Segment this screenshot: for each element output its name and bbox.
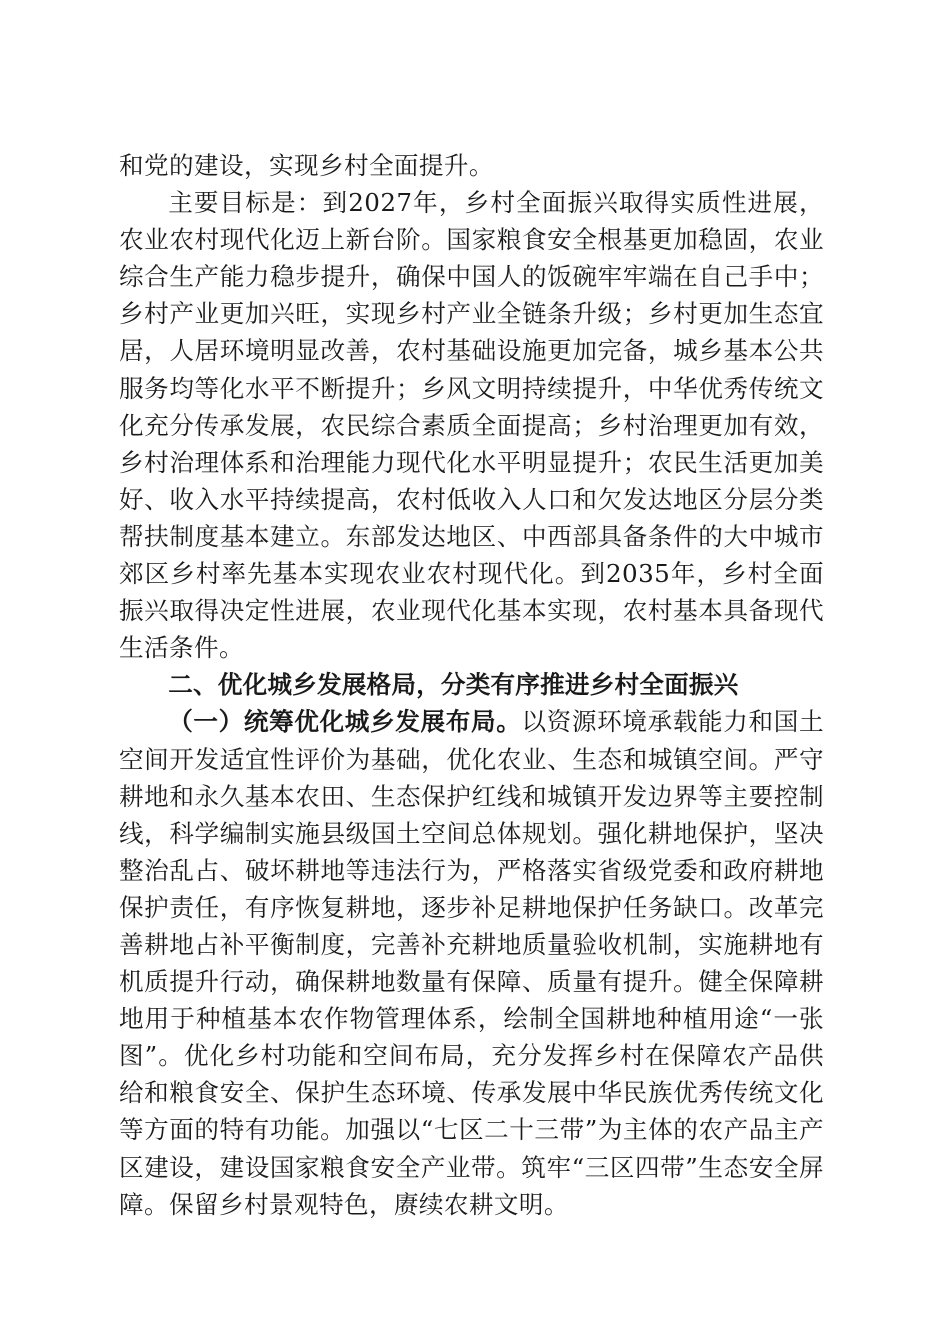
subsection-lead: （一）统筹优化城乡发展布局。 — [168, 707, 522, 737]
document-body — [119, 147, 824, 1223]
subsection-body: 以资源环境承载能力和国土空间开发适宜性评价为基础，优化农业、生态和城镇空间。严守耕地和永久基本农田、生态保护红线和城镇开发边界等主要控制线，科学编制实施县级国土空间总体规划。强化耕地保护，坚决整治乱占、破坏耕地等违法行为，严格落实省级党委和政府耕地保护责任，有序恢复耕地，逐步补足耕地保护任务缺口。改革完善耕地占补平衡制度，完善补充耕地质量验收机制，实施耕地有机质提升行动，确保耕地数量有保障、质量有提升。健全保障耕地用于种植基本农作物管理体系，绘制全国耕地种植用途“一张图”。优化乡村功能和空间布局，充分发挥乡村在保障农产品供给和粮食安全、保护生态环境、传承发展中华民族优秀传统文化等方面的特有功能。加强以“七区二十三带”为主体的农产品主产区建设，建设国家粮食安全产业带。筑牢“三区四带”生态安全屏障。保留乡村景观特色，赓续农耕文明。 — [119, 707, 824, 1219]
paragraph-main-goals: 主要目标是：到2027年，乡村全面振兴取得实质性进展，农业农村现代化迈上新台阶。国家粮食安全根基更加稳固，农业综合生产能力稳步提升，确保中国人的饭碗牢牢端在自己手中；乡村产业更加兴旺，实现乡村产业全链条升级；乡村更加生态宜居，人居环境明显改善，农村基础设施更加完备，城乡基本公共服务均等化水平不断提升；乡风文明持续提升，中华优秀传统文化充分传承发展，农民综合素质全面提高；乡村治理更加有效，乡村治理体系和治理能力现代化水平明显提升；农民生活更加美好、收入水平持续提高，农村低收入人口和欠发达地区分层分类帮扶制度基本建立。东部发达地区、中西部具备条件的大中城市郊区乡村率先基本实现农业农村现代化。到2035年，乡村全面振兴取得决定性进展，农业现代化基本实现，农村基本具备现代生活条件。 — [119, 188, 824, 663]
paragraph-continuation: 和党的建设，实现乡村全面提升。 — [119, 151, 494, 180]
section-heading: 二、优化城乡发展格局，分类有序推进乡村全面振兴 — [168, 670, 739, 700]
paragraph-urban-rural-layout — [119, 703, 824, 1222]
